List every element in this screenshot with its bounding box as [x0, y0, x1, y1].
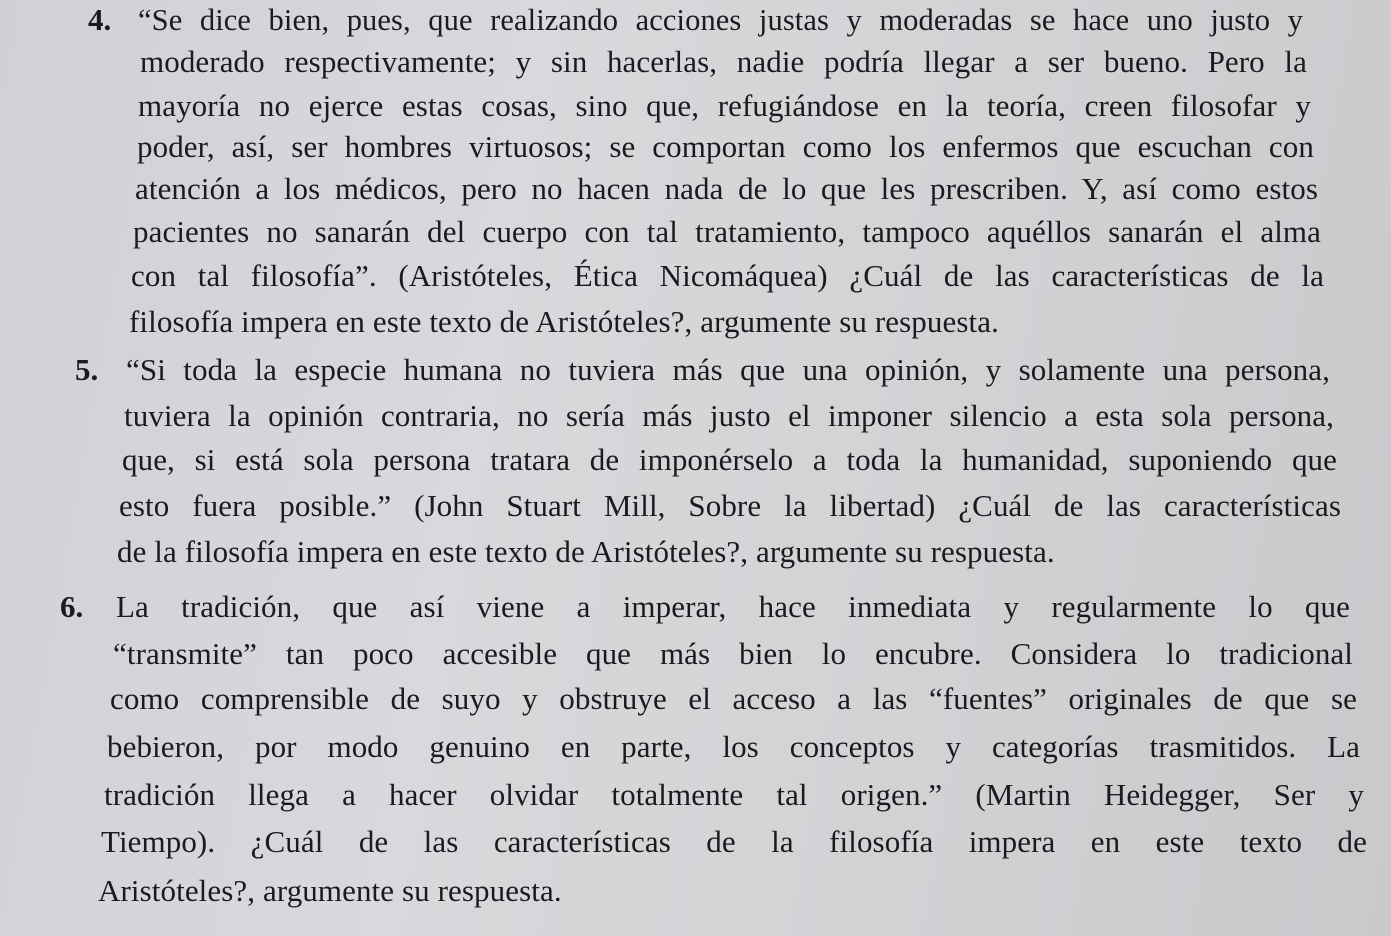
- question-text-line: esto fuera posible.” (John Stuart Mill, Sobre la libertad) ¿Cuál de las características: [119, 488, 1341, 523]
- question-text-line: pacientes no sanarán del cuerpo con tal tratamiento, tampoco aquéllos sanarán el alma: [133, 214, 1321, 249]
- question-text-line: tuviera la opinión contraria, no sería más justo el imponer silencio a esta sola persona,: [124, 398, 1334, 433]
- question-number: 4.: [88, 2, 112, 37]
- question-text-line: Aristóteles?, argumente su respuesta.: [98, 873, 562, 908]
- question-text-line: moderado respectivamente; y sin hacerlas, nadie podría llegar a ser bueno. Pero la: [140, 44, 1307, 79]
- question-text-line: “transmite” tan poco accesible que más bien lo encubre. Considera lo tradicional: [113, 636, 1353, 671]
- question-number: 5.: [75, 352, 99, 387]
- question-text-line: con tal filosofía”. (Aristóteles, Ética Nicomáquea) ¿Cuál de las características de la: [131, 258, 1324, 293]
- question-text-line: mayoría no ejerce estas cosas, sino que, refugiándose en la teoría, creen filosofar y: [138, 88, 1311, 123]
- question-text-line: bebieron, por modo genuino en parte, los conceptos y categorías trasmitidos. La: [107, 729, 1360, 764]
- question-text-line: filosofía impera en este texto de Aristóteles?, argumente su respuesta.: [129, 304, 999, 339]
- question-text-line: de la filosofía impera en este texto de Aristóteles?, argumente su respuesta.: [117, 534, 1055, 569]
- question-text-line: tradición llega a hacer olvidar totalmente tal origen.” (Martin Heidegger, Ser y: [104, 777, 1364, 812]
- question-text-line: como comprensible de suyo y obstruye el acceso a las “fuentes” originales de que se: [110, 681, 1357, 716]
- question-text-line: “Si toda la especie humana no tuviera más que una opinión, y solamente una persona,: [126, 352, 1330, 387]
- question-text-line: La tradición, que así viene a imperar, hace inmediata y regularmente lo que: [116, 589, 1350, 624]
- question-text-line: que, si está sola persona tratara de imponérselo a toda la humanidad, suponiendo que: [122, 442, 1337, 477]
- question-text-line: atención a los médicos, pero no hacen nada de lo que les prescriben. Y, así como estos: [135, 171, 1318, 206]
- question-text-line: “Se dice bien, pues, que realizando acciones justas y moderadas se hace uno justo y: [138, 3, 1303, 37]
- question-text-line: Tiempo). ¿Cuál de las características de la filosofía impera en este texto de: [101, 824, 1367, 859]
- question-number: 6.: [60, 589, 84, 624]
- question-text-line: poder, así, ser hombres virtuosos; se comportan como los enfermos que escuchan con: [137, 129, 1314, 164]
